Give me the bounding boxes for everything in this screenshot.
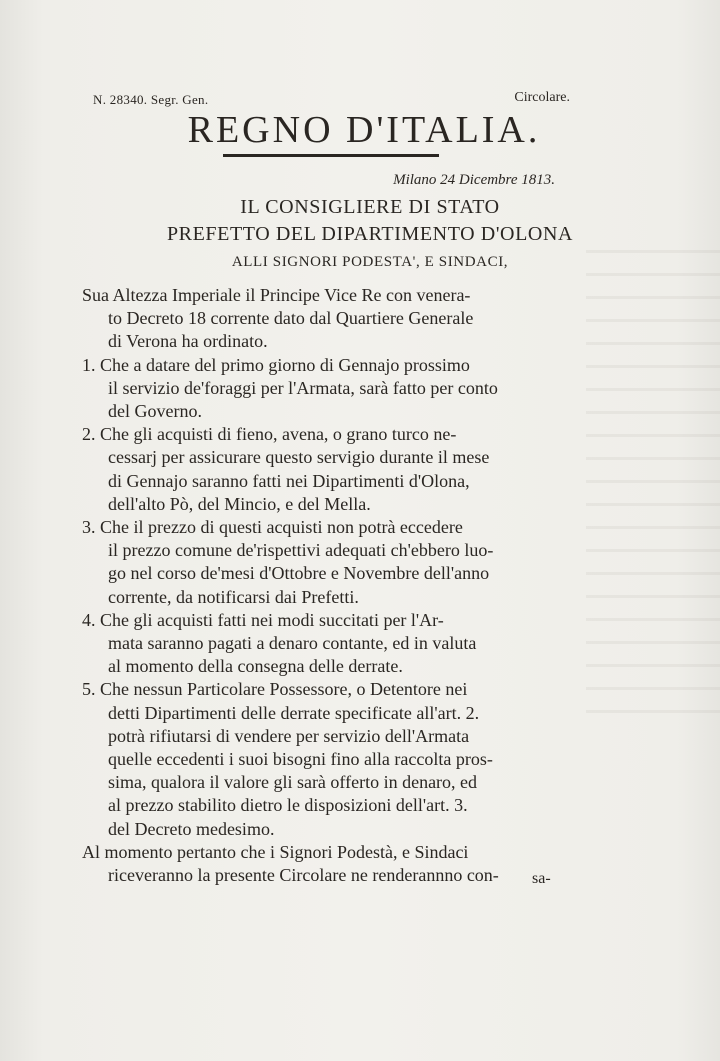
show-through-text xyxy=(586,230,720,730)
body-line: di Gennajo saranno fatti nei Dipartimenti d'Olona, xyxy=(108,470,470,491)
body-line: al prezzo stabilito dietro le disposizioni dell'art. 3. xyxy=(108,795,468,816)
heading-line-2: PREFETTO DEL DIPARTIMENTO D'OLONA xyxy=(166,223,574,245)
body-line: riceveranno la presente Circolare ne renderannno con- xyxy=(108,865,499,885)
body-line: Al momento pertanto che i Signori Podestà, e Sindaci xyxy=(82,841,469,862)
document-type: Circolare. xyxy=(514,90,570,105)
body-line: sima, qualora il valore gli sarà offerto in denaro, ed xyxy=(108,772,478,793)
body-line: 3. Che il prezzo di questi acquisti non potrà eccedere xyxy=(82,517,463,537)
body-line: di Verona ha ordinato. xyxy=(108,331,268,352)
body-line: potrà rifiutarsi di vendere per servizio dell'Armata xyxy=(108,725,470,746)
body-line: to Decreto 18 corrente dato dal Quartiere Generale xyxy=(108,308,474,329)
body-line: del Decreto medesimo. xyxy=(108,818,275,839)
body-line: corrente, da notificarsi dai Prefetti. xyxy=(108,586,359,607)
body-line: 2. Che gli acquisti di fieno, avena, o grano turco ne- xyxy=(82,424,457,445)
body-line: dell'alto Pò, del Mincio, e del Mella. xyxy=(108,493,371,514)
body-line: il servizio de'foraggi per l'Armata, sarà fatto per conto xyxy=(108,377,498,398)
body-line: cessarj per assicurare questo servigio durante il mese xyxy=(108,447,490,468)
page-title: REGNO D'ITALIA. xyxy=(187,109,541,151)
catchword: sa- xyxy=(532,870,551,887)
reference-number: N. 28340. Segr. Gen. xyxy=(93,92,209,107)
date-line: Milano 24 Dicembre 1813. xyxy=(393,172,555,188)
heading-line-1: IL CONSIGLIERE DI STATO xyxy=(240,196,500,218)
body-line: detti Dipartimenti delle derrate specificate all'art. 2. xyxy=(108,702,480,723)
body-line: quelle eccedenti i suoi bisogni fino alla raccolta pros- xyxy=(108,749,493,769)
body-line: al momento della consegna delle derrate. xyxy=(108,656,403,677)
body-line: il prezzo comune de'rispettivi adequati ch'ebbero luo- xyxy=(108,540,494,561)
body-line: 5. Che nessun Particolare Possessore, o Detentore nei xyxy=(82,679,468,700)
body-line: 4. Che gli acquisti fatti nei modi succitati per l'Ar- xyxy=(82,609,444,630)
title-rule xyxy=(223,154,439,157)
body-line: mata saranno pagati a denaro contante, ed in valuta xyxy=(108,633,477,653)
body-line: Sua Altezza Imperiale il Principe Vice Re con venera- xyxy=(82,285,471,305)
body-line: go nel corso de'mesi d'Ottobre e Novembre dell'anno xyxy=(108,563,490,584)
body-line: 1. Che a datare del primo giorno di Gennajo prossimo xyxy=(82,354,470,375)
body-line: del Governo. xyxy=(108,401,202,421)
addressee-line: ALLI SIGNORI PODESTA', E SINDACI, xyxy=(231,254,509,270)
